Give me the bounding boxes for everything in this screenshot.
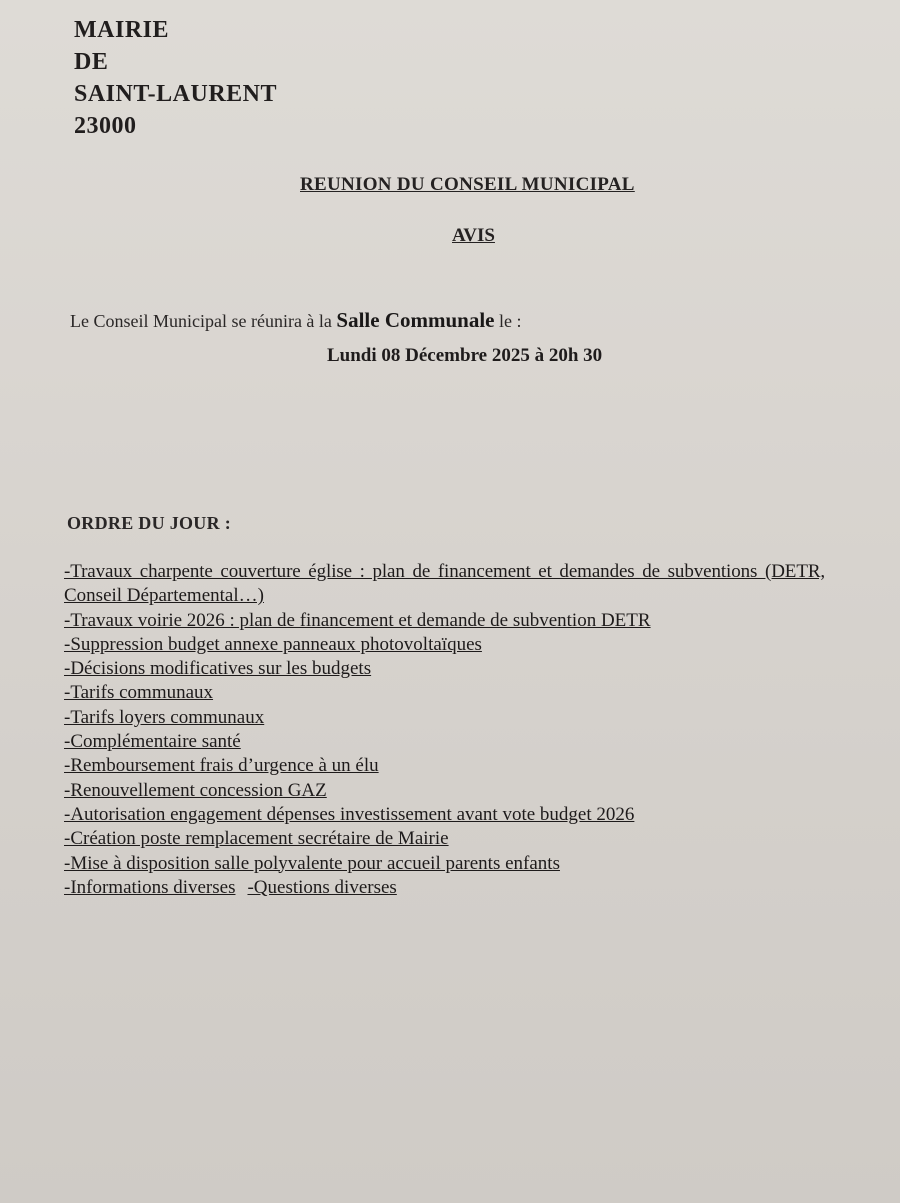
agenda-item: -Complémentaire santé: [64, 731, 241, 753]
header-line-2: DE: [74, 49, 109, 75]
intro-before: Le Conseil Municipal se réunira à la: [70, 311, 337, 331]
agenda-item-last: [64, 876, 900, 900]
meeting-venue: Salle Communale: [336, 308, 495, 332]
agenda-item: -Autorisation engagement dépenses investissement avant vote budget 2026: [64, 803, 635, 825]
agenda-item-1-line-2: Conseil Départemental…): [64, 585, 264, 607]
agenda-item: -Décisions modificatives sur les budgets: [64, 658, 372, 680]
header-line-1: MAIRIE: [74, 17, 170, 43]
agenda-item: -Travaux voirie 2026 : plan de financement et demande de subvention DETR: [64, 609, 651, 631]
agenda-list: [64, 560, 900, 900]
agenda-heading: ORDRE DU JOUR :: [67, 513, 231, 533]
agenda-item-informations: -Informations diverses: [64, 876, 236, 898]
document-title: REUNION DU CONSEIL MUNICIPAL: [300, 174, 635, 195]
agenda-item: -Tarifs communaux: [64, 682, 214, 704]
agenda-item: -Tarifs loyers communaux: [64, 706, 265, 728]
meeting-intro: [70, 308, 522, 333]
mairie-header: [74, 14, 277, 142]
header-line-4: 23000: [74, 113, 137, 139]
agenda-item-questions: -Questions diverses: [247, 876, 397, 898]
meeting-date: Lundi 08 Décembre 2025 à 20h 30: [327, 345, 603, 366]
agenda-item: -Renouvellement concession GAZ: [64, 779, 327, 801]
agenda-item: -Création poste remplacement secrétaire de Mairie: [64, 828, 449, 850]
agenda-item: -Suppression budget annexe panneaux photovoltaïques: [64, 633, 482, 655]
intro-after: le :: [494, 311, 522, 331]
document-subtitle: AVIS: [452, 225, 495, 246]
agenda-item-1-line-1: -Travaux charpente couverture église : plan de financement et demandes de subventions (DETR,: [64, 561, 826, 582]
agenda-item: -Mise à disposition salle polyvalente pour accueil parents enfants: [64, 852, 560, 874]
header-line-3: SAINT-LAURENT: [74, 81, 277, 107]
agenda-item: -Remboursement frais d’urgence à un élu: [64, 755, 379, 777]
